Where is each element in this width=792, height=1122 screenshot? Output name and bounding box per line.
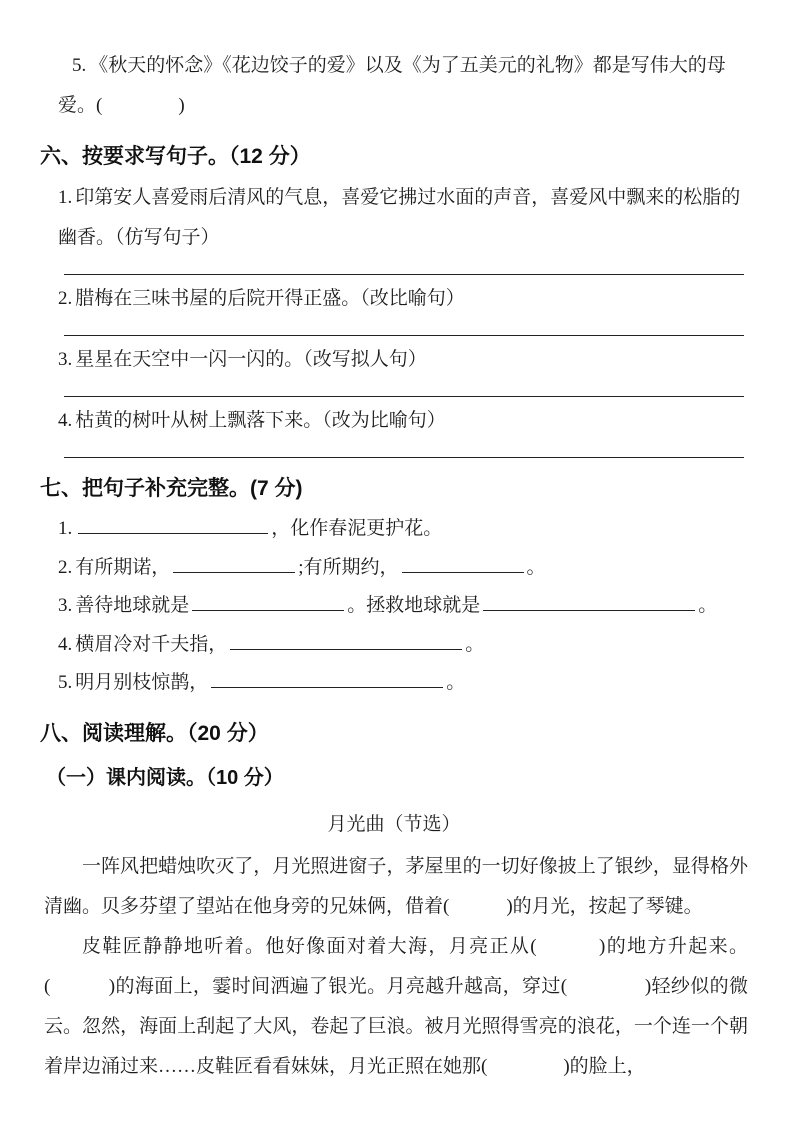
section6-item-2 <box>40 279 748 336</box>
passage-paragraph-2: 皮鞋匠静静地听着。他好像面对着大海，月亮正从( )的地方升起来。( )的海面上，霎时间洒遍了银光。月亮越升越高，穿过( )轻纱似的微云。忽然，海面上刮起了大风，卷起了巨浪。被月光照得雪亮的浪花，一个连一个朝着岸边涌过来……皮鞋匠看看妹妹，月光正照在她那( )的脸上， <box>44 935 748 1077</box>
section6-item-1 <box>40 178 748 275</box>
question-text: 有所期诺， <box>75 556 171 578</box>
section7-item-2 <box>58 549 748 588</box>
question-number: 3. <box>58 595 73 616</box>
question <box>58 401 748 441</box>
answer-line <box>64 457 744 458</box>
section8-subheading: （一）课内阅读。（10 分） <box>46 766 284 789</box>
question-number: 5. <box>72 55 87 76</box>
question-text: 腊梅在三味书屋的后院开得正盛。（改比喻句） <box>75 288 465 309</box>
section6-item-3 <box>40 340 748 397</box>
question-number: 1. <box>58 518 73 539</box>
answer-line <box>64 396 744 397</box>
answer-line <box>64 274 744 275</box>
question-text: 善待地球就是 <box>75 595 190 616</box>
section8-heading: 八、阅读理解。（20 分） <box>40 721 269 745</box>
question-number: 3. <box>58 349 73 370</box>
question-text: 横眉冷对千夫指， <box>75 633 228 655</box>
question <box>58 279 748 319</box>
passage-title: 月光曲（节选） <box>327 813 461 835</box>
judge-question-5 <box>58 46 748 126</box>
fill-blank <box>230 629 462 650</box>
passage-paragraph-1: 一阵风把蜡烛吹灭了，月光照进窗子，茅屋里的一切好像披上了银纱，显得格外清幽。贝多芬望了望站在他身旁的兄妹俩，借着( )的月光，按起了琴键。 <box>44 855 748 917</box>
question-number: 2. <box>58 556 73 578</box>
question-number: 4. <box>58 633 73 655</box>
question-text: 《秋天的怀念》《花边饺子的爱》以及《为了五美元的礼物》都是写伟大的母爱。( ) <box>58 55 726 116</box>
question <box>58 178 748 258</box>
section6-heading: 六、按要求写句子。（12 分） <box>40 145 311 168</box>
question-text: 。 <box>526 556 546 578</box>
question-text: 。 <box>465 633 485 655</box>
section7-item-3 <box>58 587 748 626</box>
section7-item-5 <box>58 664 748 703</box>
fill-blank <box>78 513 268 534</box>
section7-item-4 <box>58 626 748 665</box>
question-number: 5. <box>58 672 73 693</box>
question-text: ;有所期约， <box>298 556 399 578</box>
question-text: ，化作春泥更护花。 <box>271 518 443 539</box>
question-text: 枯黄的树叶从树上飘落下来。（改为比喻句） <box>75 410 446 431</box>
question-text: 印第安人喜爱雨后清风的气息，喜爱它拂过水面的声音，喜爱风中飘来的松脂的幽香。（仿写句子） <box>58 187 741 248</box>
question-text: 星星在天空中一闪一闪的。（改写拟人句） <box>75 349 427 370</box>
fill-blank <box>483 590 695 611</box>
fill-blank <box>402 552 524 573</box>
answer-line <box>64 335 744 336</box>
fill-blank <box>173 552 295 573</box>
question-text: 。 <box>698 595 718 616</box>
fill-blank <box>211 667 443 688</box>
question-number: 4. <box>58 410 73 431</box>
question <box>58 340 748 380</box>
question-text: 。拯救地球就是 <box>347 595 481 616</box>
question-number: 1. <box>58 187 73 208</box>
section6-item-4 <box>40 401 748 458</box>
question-text: 明月别枝惊鹊， <box>75 672 209 693</box>
section7-item-1 <box>58 510 748 549</box>
question-text: 。 <box>446 672 466 693</box>
fill-blank <box>192 590 344 611</box>
section7-heading: 七、把句子补充完整。(7 分) <box>40 477 303 500</box>
question-number: 2. <box>58 288 73 309</box>
